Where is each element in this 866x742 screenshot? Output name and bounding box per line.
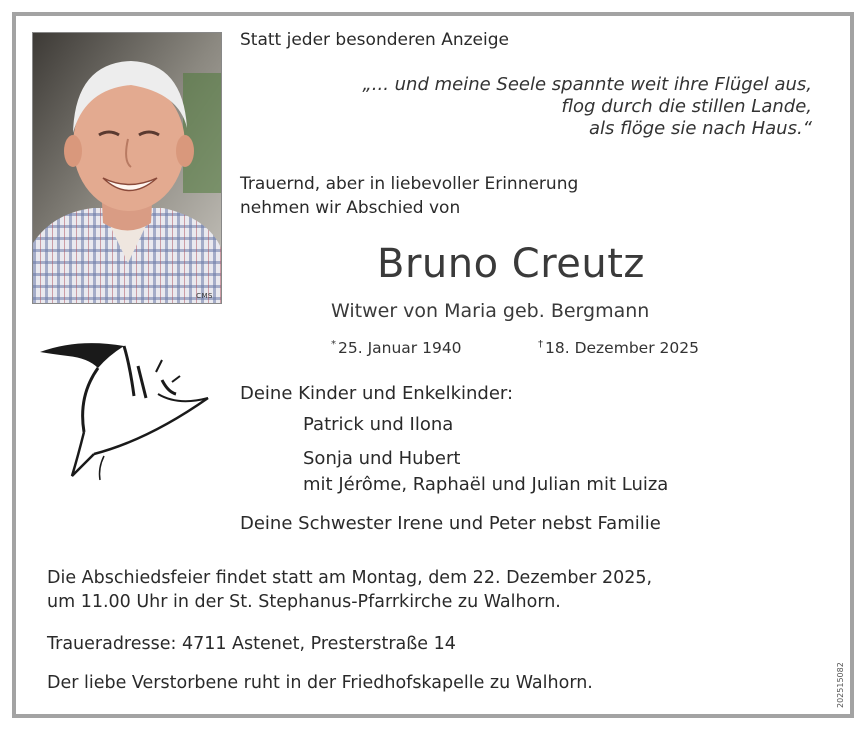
ad-id: 202515082 (836, 662, 845, 708)
birth-date (331, 339, 462, 357)
mourning-address: Traueradresse: 4711 Astenet, Presterstraße 14 (47, 634, 456, 654)
intro-line: nehmen wir Abschied von (240, 198, 461, 218)
birth-symbol: * (331, 339, 336, 350)
death-date (538, 339, 699, 357)
intro-line: Trauernd, aber in liebevoller Erinnerung (240, 174, 579, 194)
announcement-heading: Statt jeder besonderen Anzeige (240, 30, 509, 50)
portrait-photo (32, 32, 222, 304)
death-symbol: † (538, 339, 543, 350)
dove-icon (38, 336, 214, 484)
quote-line: flog durch die stillen Lande, (561, 96, 812, 117)
widower-of: Witwer von Maria geb. Bergmann (331, 300, 650, 322)
children-heading: Deine Kinder und Enkelkinder: (240, 383, 514, 404)
quote-line: „... und meine Seele spannte weit ihre Flügel aus, (362, 74, 812, 95)
photo-credit: CMS (196, 292, 213, 300)
mourner-line: mit Jérôme, Raphaël und Julian mit Luiza (303, 474, 669, 495)
mourner-line: Sonja und Hubert (303, 448, 461, 469)
ceremony-info (47, 566, 652, 614)
ceremony-line: um 11.00 Uhr in der St. Stephanus-Pfarrkirche zu Walhorn. (47, 592, 561, 612)
deceased-name: Bruno Creutz (377, 241, 645, 287)
ceremony-line: Die Abschiedsfeier findet statt am Montag, dem 22. Dezember 2025, (47, 568, 653, 588)
poem-quote (362, 74, 812, 140)
resting-place: Der liebe Verstorbene ruht in der Friedhofskapelle zu Walhorn. (47, 673, 593, 693)
quote-line: als flöge sie nach Haus.“ (588, 118, 812, 139)
death-value: 18. Dezember 2025 (545, 339, 699, 357)
mourner-line: Patrick und Ilona (303, 414, 454, 435)
intro-text (240, 172, 578, 220)
birth-value: 25. Januar 1940 (338, 339, 462, 357)
sister-line: Deine Schwester Irene und Peter nebst Familie (240, 513, 661, 534)
